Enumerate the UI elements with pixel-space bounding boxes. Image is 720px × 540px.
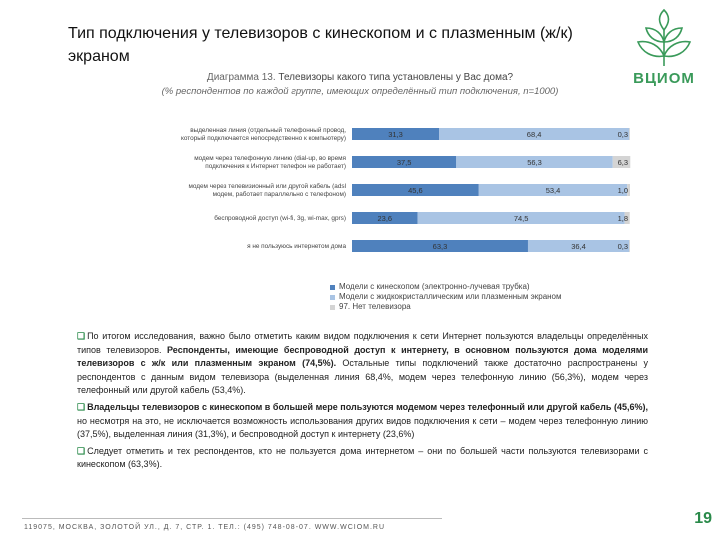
data-label: 1,8 [617, 214, 628, 223]
data-label: 45,6 [408, 186, 423, 195]
category-label: выделенная линия (отдельный телефонный провод, который подключается непосредственно к компьютеру) [181, 127, 346, 142]
footer-address: 119075, МОСКВА, ЗОЛОТОЙ УЛ., Д. 7, СТР. 1. ТЕЛ.: (495) 748-08-07. WWW.WCIOM.RU [24, 524, 386, 531]
p2-text-bold: Владельцы телевизоров с кинескопом в большей мере пользуются модемом через телефонный или другой кабель (45,6%), [87, 401, 648, 412]
chart-label: Диаграмма 13. [206, 72, 276, 83]
legend-swatch [330, 295, 335, 300]
data-label: 6,3 [617, 158, 628, 167]
bullet-icon: ❑ [77, 331, 86, 341]
bar-segment [629, 240, 630, 252]
p3-text: Следует отметить и тех респондентов, кто не пользуется дома интернетом – они по большей части пользуются телевизорами с кинескопом (63,3%). [77, 445, 648, 470]
p1-text-bold: Респонденты, имеющие беспроводной доступ к интернету, в основном пользуются дома моделями телевизоров с ж/к или плазменным экраном (74,5%). [77, 344, 648, 369]
category-label: модем через телефонную линию (dial-up, во время подключения к Интернет телефон не работает) [194, 155, 346, 170]
legend-item [330, 282, 562, 292]
legend-label: Модели с кинескопом (электронно-лучевая трубка) [339, 282, 530, 291]
paragraph-1 [77, 330, 648, 398]
data-label: 36,4 [571, 242, 586, 251]
data-label: 74,5 [513, 214, 529, 223]
paragraph-3 [77, 445, 648, 472]
legend-item [330, 302, 562, 312]
data-label: 23,6 [377, 214, 393, 223]
data-label: 31,3 [388, 130, 403, 139]
chart-header [60, 72, 660, 97]
footer-divider [22, 518, 442, 519]
p1-text-a: По итогом исследования, важно было отметить каким видом подключения к сети Интернет пользуются владельцы определённых типов телевизоров. [77, 331, 648, 355]
chart-title [60, 72, 660, 83]
data-label: 63,3 [432, 242, 448, 251]
category-label: я не пользуюсь интернетом дома [247, 243, 346, 250]
data-label: 0,3 [617, 242, 628, 251]
data-label: 68,4 [526, 130, 542, 139]
legend-item [330, 292, 562, 302]
p1-text-c: Остальные типы подключений также достаточно распространены у респондентов с данным видом телевизора (выделенная линия 68,4%, модем через телефонную линию (56,3%), модем через телефонный или другой кабель (53,4%). [77, 358, 648, 396]
chart-legend [330, 282, 562, 312]
data-label: 1,0 [617, 186, 628, 195]
paragraph-2 [77, 401, 648, 442]
logo-text: ВЦИОМ [633, 70, 695, 87]
page-number: 19 [694, 510, 712, 527]
data-label: 0,3 [617, 130, 628, 139]
data-label: 37,5 [396, 158, 412, 167]
bullet-icon: ❑ [77, 401, 86, 412]
bullet-icon: ❑ [77, 445, 86, 456]
stacked-bar-chart [0, 118, 720, 278]
legend-label: 97. Нет телевизора [339, 302, 411, 311]
chart-subtitle: (% респондентов по каждой группе, имеющих определённый тип подключения, n=1000) [161, 86, 559, 97]
legend-swatch [330, 285, 335, 290]
p2-text-b: но несмотря на это, не исключается возможность использования других видов подключения к сети – модем через телефонную линию (37,5%), выделенная линия (31,3%), и беспроводной доступ к интернету (23,6%) [77, 415, 648, 440]
analysis-text [77, 330, 648, 475]
data-label: 56,3 [527, 158, 542, 167]
legend-swatch [330, 305, 335, 310]
bar-segment [629, 128, 630, 140]
category-label: модем через телевизионный или другой кабель (adsl модем, работает параллельно с телефоном) [188, 183, 346, 198]
legend-label: Модели с жидкокристаллическим или плазменным экраном [339, 292, 562, 301]
chart-question: Телевизоры какого типа установлены у Вас дома? [278, 72, 514, 83]
slide-title: Тип подключения у телевизоров с кинескопом и с плазменным (ж/к) экраном [68, 25, 573, 65]
category-label: беспроводной доступ (wi-fi, 3g, wi-max, gprs) [214, 215, 346, 222]
data-label: 53,4 [545, 186, 561, 195]
